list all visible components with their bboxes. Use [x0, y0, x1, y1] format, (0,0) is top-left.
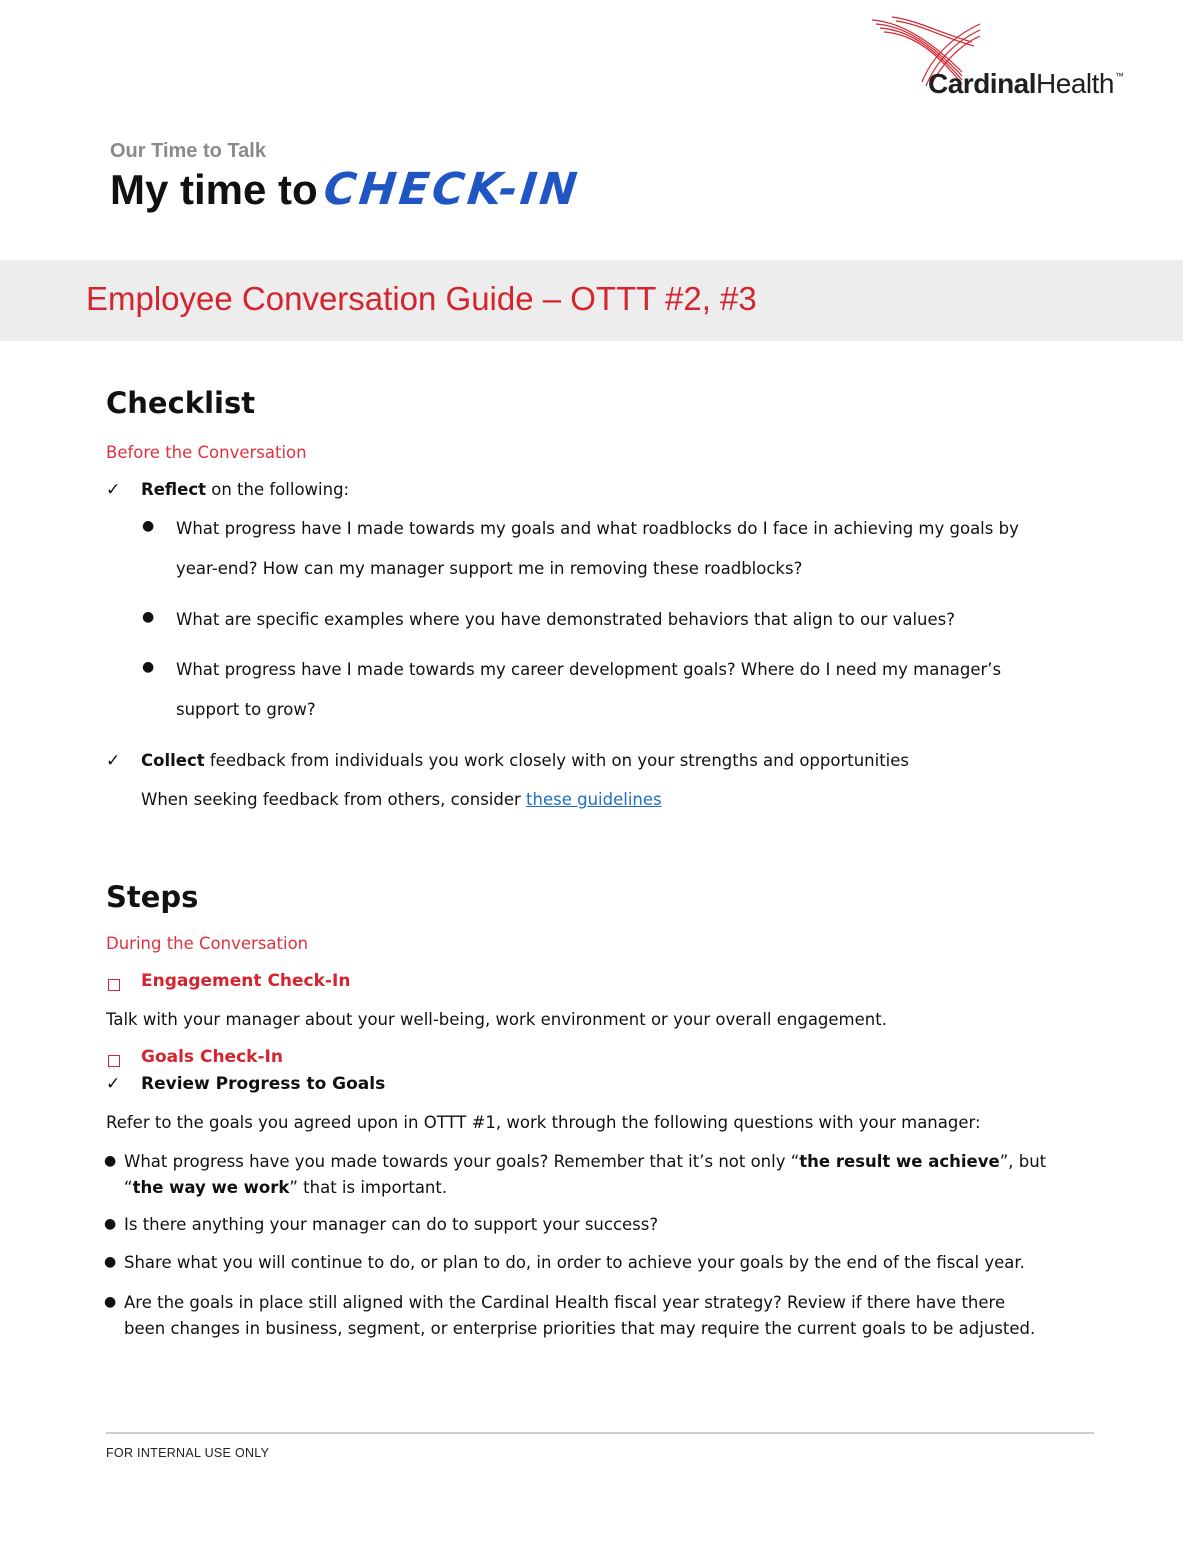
title-highlight: CHECK-IN	[321, 164, 582, 215]
checklist-heading: Checklist	[106, 386, 256, 420]
goals-checkin-title: Goals Check-In	[141, 1047, 283, 1067]
question-3: Share what you will continue to do, or plan to do, in order to achieve your goals by the end of the fiscal year.	[124, 1253, 1025, 1272]
cardinal-health-logo: CardinalHealth™	[928, 68, 1124, 99]
bullet-icon: ●	[104, 1153, 117, 1169]
footer-divider	[106, 1432, 1094, 1434]
bullet-icon: ●	[104, 1216, 117, 1232]
title-banner	[0, 260, 1183, 341]
steps-subheading: During the Conversation	[106, 934, 309, 953]
review-item: ✓ Review Progress to Goals	[106, 1074, 386, 1094]
engagement-text: Talk with your manager about your well-being, work environment or your overall engagement.	[106, 1010, 887, 1029]
engagement-checkin-title: Engagement Check-In	[141, 971, 351, 991]
footer-text: FOR INTERNAL USE ONLY	[106, 1446, 270, 1460]
reflect-item: ✓ Reflect on the following:	[106, 480, 350, 500]
bullet-icon: ●	[142, 609, 155, 625]
check-icon: ✓	[106, 1074, 121, 1094]
reflect-question-2: What are specific examples where you have demonstrated behaviors that align to our values?	[176, 610, 956, 629]
reflect-question-3-line-2: support to grow?	[176, 700, 316, 719]
subtitle: Our Time to Talk	[110, 140, 266, 162]
reflect-question-3-line-1: What progress have I made towards my career development goals? Where do I need my manager’s	[176, 660, 1002, 679]
bullet-icon: ●	[104, 1254, 117, 1270]
question-4-line-2: been changes in business, segment, or enterprise priorities that may require the current goals to be adjusted.	[124, 1319, 1036, 1338]
steps-heading: Steps	[106, 880, 199, 914]
check-icon: ✓	[106, 480, 121, 500]
reflect-question-1-line-2: year-end? How can my manager support me in removing these roadblocks?	[176, 559, 803, 578]
banner-title: Employee Conversation Guide – OTTT #2, #3	[86, 280, 757, 317]
bullet-icon: ●	[142, 518, 155, 534]
checklist-subheading: Before the Conversation	[106, 443, 307, 462]
checkbox-icon	[108, 976, 120, 995]
refer-text: Refer to the goals you agreed upon in OTTT #1, work through the following questions with your manager:	[106, 1113, 981, 1132]
title-prefix: My time to	[110, 166, 318, 213]
question-1-line-2: “the way we work” that is important.	[124, 1178, 448, 1197]
question-2: Is there anything your manager can do to support your success?	[124, 1215, 659, 1234]
checkbox-icon	[108, 1052, 120, 1071]
question-1-line-1: What progress have you made towards your goals? Remember that it’s not only “the result we achieve”, but	[124, 1152, 1047, 1171]
reflect-question-1-line-1: What progress have I made towards my goals and what roadblocks do I face in achieving my goals by	[176, 519, 1019, 538]
check-icon: ✓	[106, 751, 121, 771]
question-4-line-1: Are the goals in place still aligned with the Cardinal Health fiscal year strategy? Review if there have there	[124, 1293, 1006, 1312]
feedback-note: When seeking feedback from others, consider these guidelines	[141, 790, 662, 809]
bullet-icon: ●	[142, 659, 155, 675]
guidelines-link[interactable]: these guidelines	[526, 790, 662, 809]
main-title	[110, 164, 582, 215]
bullet-icon: ●	[104, 1294, 117, 1310]
collect-item: ✓ Collect feedback from individuals you work closely with on your strengths and opportunities	[106, 751, 910, 771]
